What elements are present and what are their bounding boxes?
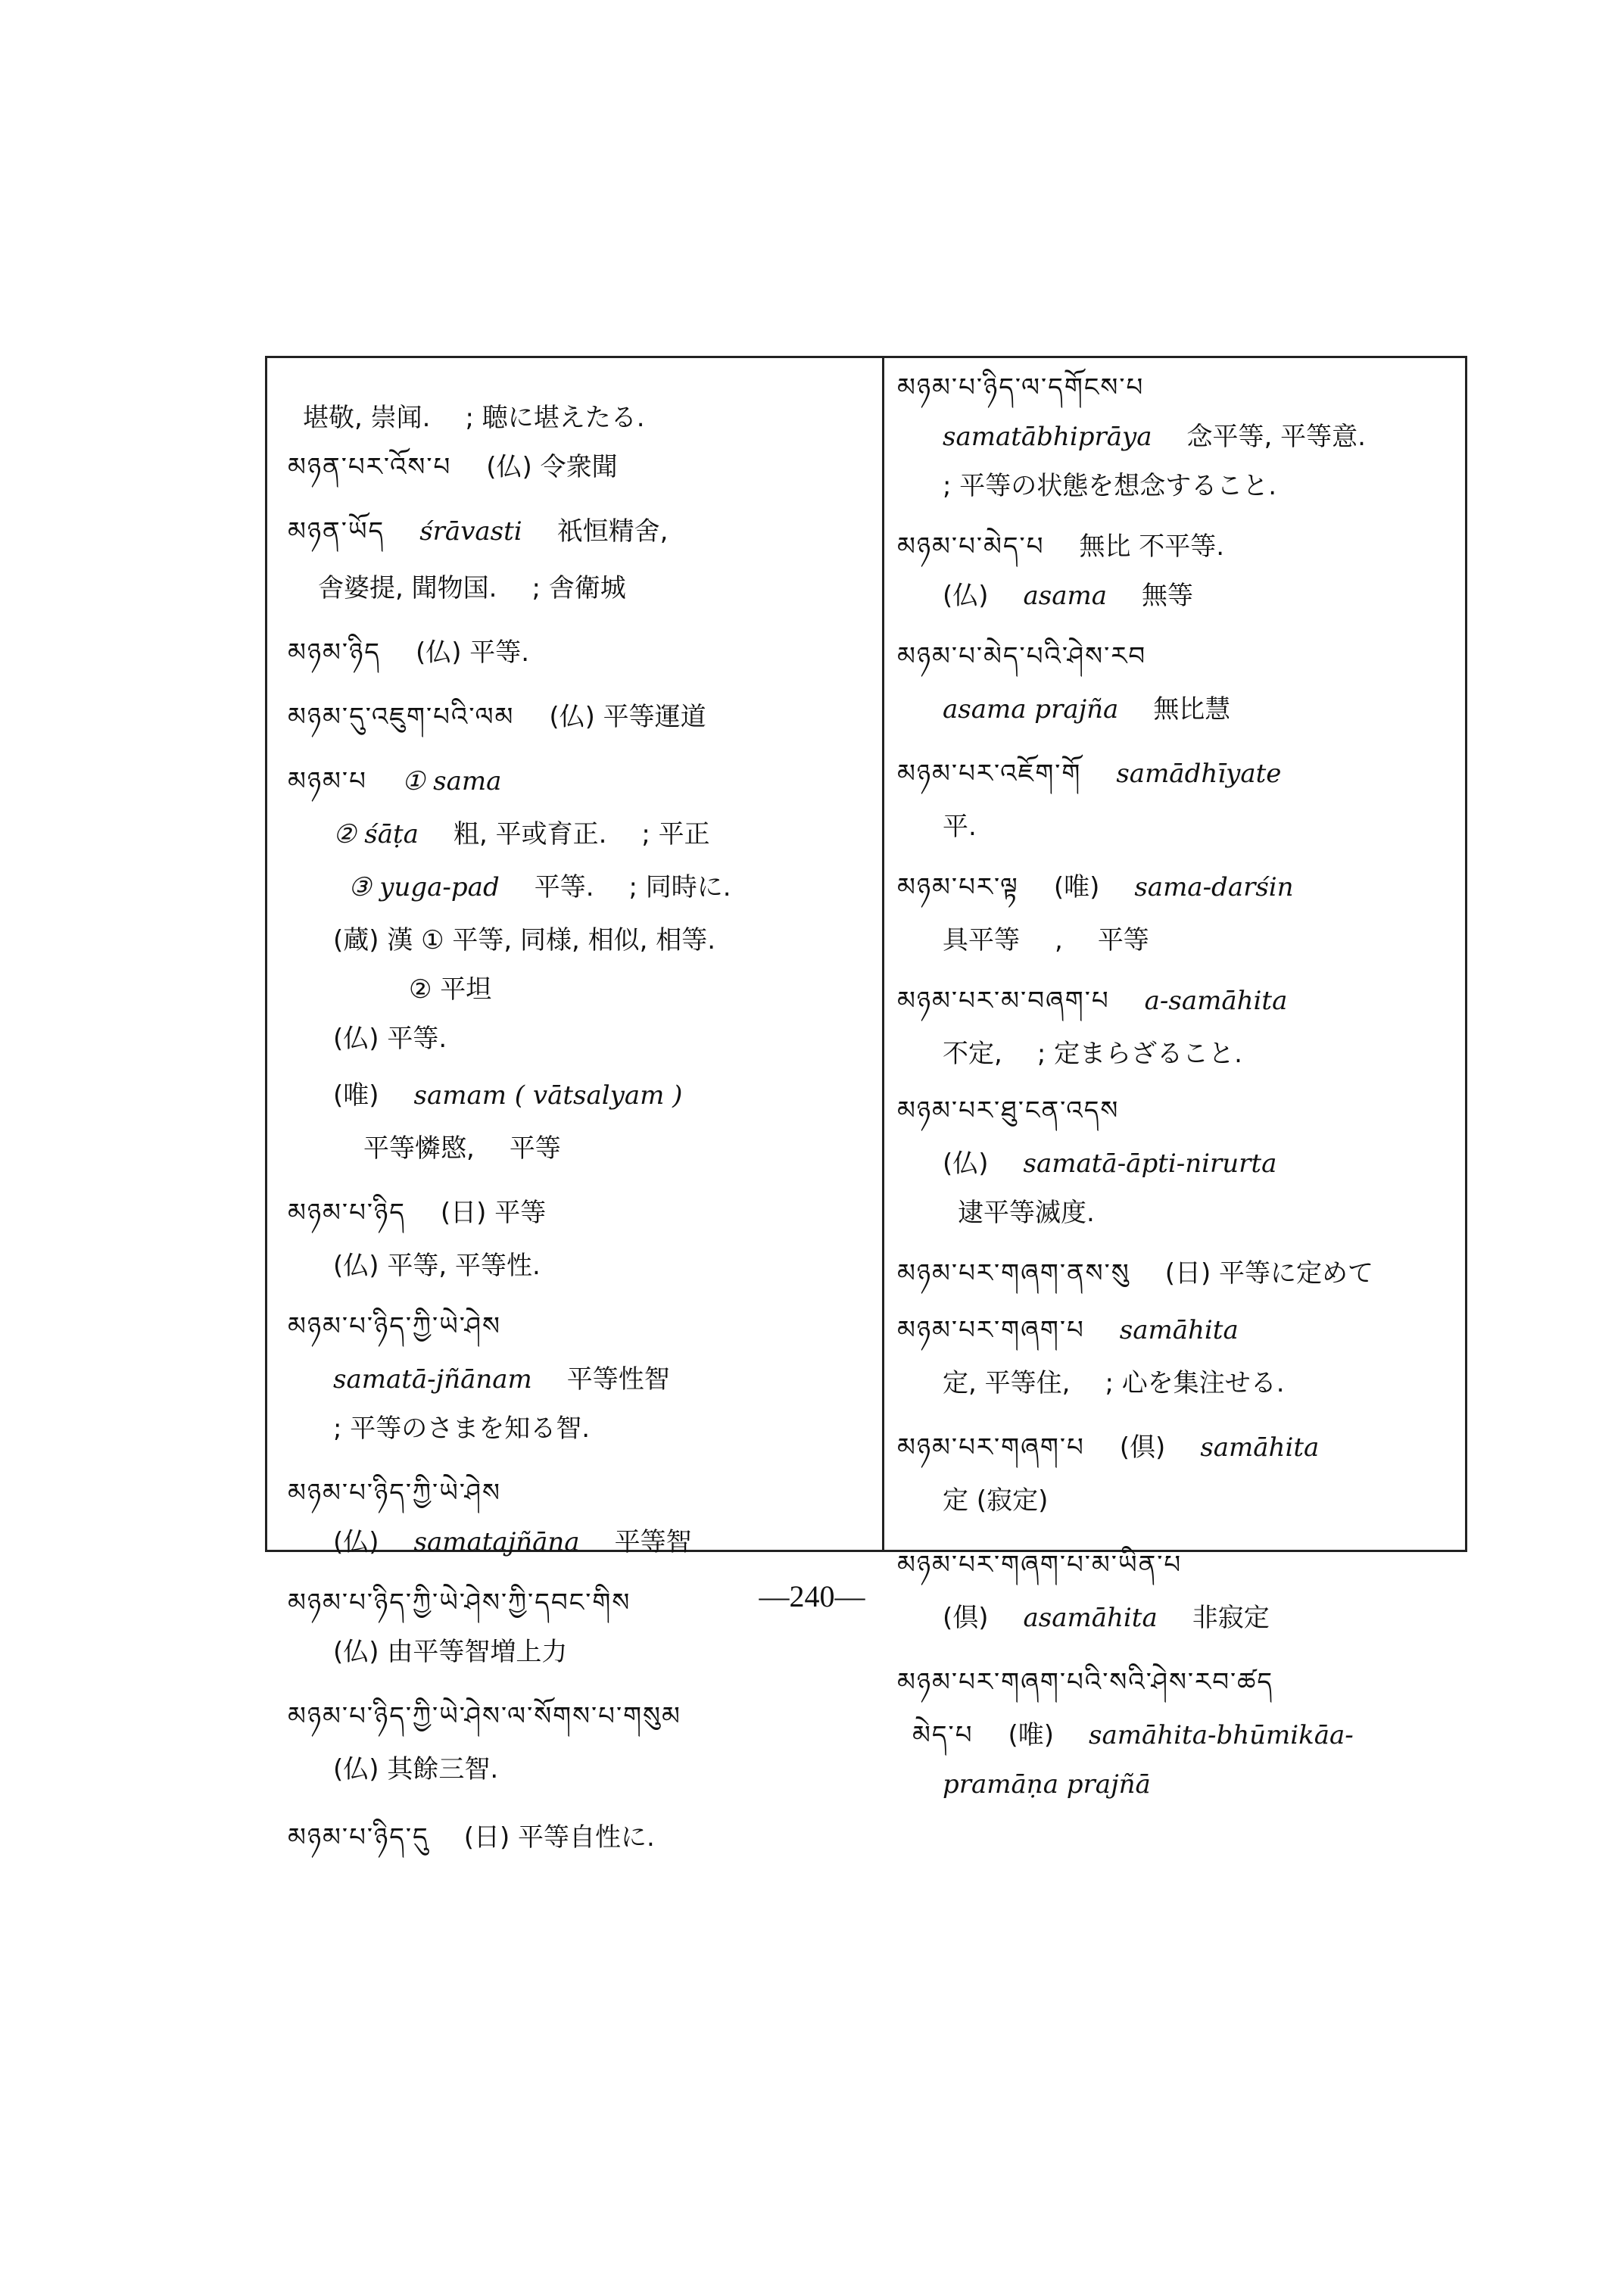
- tibetan-term: མཉམ་པ་ཉིད་ཀྱི་ཡེ་ཤེས་ལ་སོགས་པ་གསུམ: [288, 1701, 681, 1731]
- japanese-gloss: ; 聴に堪えたる.: [465, 403, 645, 433]
- tibetan-term: མཉམ་པར་ལྟ: [897, 872, 1019, 902]
- sanskrit-term: asamāhita: [1023, 1603, 1158, 1633]
- tibetan-term: མཉམ་པ་མེད་པ: [897, 531, 1045, 562]
- tibetan-term: མཉམ་པ: [288, 766, 367, 796]
- dictionary-line: [897, 640, 1146, 673]
- japanese-gloss: 逮平等滅度.: [958, 1198, 1095, 1228]
- sanskrit-term: samatā-jñānam: [333, 1364, 532, 1395]
- japanese-gloss: (仏) 平等.: [333, 1024, 447, 1054]
- sanskrit-term: ② śāṭa: [333, 819, 419, 849]
- japanese-gloss: 定, 平等住,: [943, 1368, 1071, 1398]
- dictionary-line: [288, 700, 706, 734]
- dictionary-line: [897, 1548, 1182, 1582]
- dictionary-line: [348, 871, 731, 904]
- japanese-gloss: 平等憐愍,: [363, 1133, 475, 1164]
- dictionary-line: [897, 530, 1224, 563]
- tibetan-term: མཉམ་པ་ཉིད་ལ་དགོངས་པ: [897, 372, 1145, 403]
- japanese-gloss: (仏): [943, 1149, 989, 1179]
- dictionary-line: [409, 973, 491, 1006]
- japanese-gloss: ,: [1055, 925, 1063, 955]
- tibetan-term: མཉམ་པར་མ་བཞག་པ: [897, 986, 1110, 1016]
- sanskrit-term: samāhita-bhūmikāa-: [1089, 1720, 1354, 1750]
- dictionary-line: [943, 1037, 1242, 1071]
- tibetan-term: མཉམ་པ་ཉིད་ཀྱི་ཡེ་ཤེས: [288, 1478, 501, 1508]
- japanese-gloss: 平等: [1097, 925, 1149, 955]
- dictionary-line: [363, 1132, 561, 1165]
- japanese-gloss: (日) 平等自性に.: [463, 1822, 655, 1853]
- japanese-gloss: ; 平正: [641, 819, 710, 849]
- japanese-gloss: ; 定まらざること.: [1036, 1039, 1242, 1069]
- dictionary-line: [943, 1367, 1285, 1400]
- dictionary-line: [943, 693, 1230, 726]
- dictionary-line: [303, 401, 645, 435]
- sanskrit-term: śrāvasti: [419, 516, 522, 547]
- dictionary-line: [897, 1666, 1273, 1699]
- dictionary-line: [897, 984, 1287, 1018]
- sanskrit-term: sama-darśin: [1134, 872, 1294, 902]
- dictionary-line: [288, 1476, 501, 1510]
- dictionary-line: [943, 1484, 1048, 1517]
- japanese-gloss: (倶): [1119, 1432, 1166, 1463]
- sanskrit-term: asama prajña: [943, 694, 1119, 725]
- tibetan-term: མཉན་ཡོད: [288, 516, 385, 547]
- sanskrit-term: asama: [1023, 581, 1108, 611]
- japanese-gloss: 念平等, 平等意.: [1186, 422, 1366, 452]
- dictionary-line: [943, 469, 1276, 503]
- japanese-gloss: 無比慧: [1153, 694, 1231, 725]
- japanese-gloss: (日) 平等に定めて: [1164, 1258, 1374, 1289]
- japanese-gloss: 非寂定: [1192, 1603, 1270, 1633]
- dictionary-line: [288, 1821, 655, 1854]
- japanese-gloss: 無比 不平等.: [1079, 531, 1225, 562]
- dictionary-line: [943, 1147, 1276, 1180]
- japanese-gloss: (仏) 平等, 平等性.: [333, 1251, 541, 1281]
- sanskrit-term: ③ yuga-pad: [348, 872, 500, 902]
- dictionary-line: [288, 1700, 681, 1733]
- japanese-gloss: 無等: [1142, 581, 1194, 611]
- dictionary-line: [943, 579, 1193, 612]
- japanese-gloss: (仏) 由平等智増上力: [333, 1637, 568, 1667]
- dictionary-line: [897, 371, 1144, 404]
- dictionary-line: [897, 757, 1281, 790]
- dictionary-line: [912, 1719, 1354, 1752]
- sanskrit-term: samatajñāna: [413, 1527, 580, 1557]
- tibetan-term: མཉམ་པར་གཞག་པ: [897, 1432, 1085, 1463]
- japanese-gloss: 粗, 平或育正.: [453, 819, 607, 849]
- sanskrit-term: samatā-āpti-nirurta: [1023, 1149, 1277, 1179]
- dictionary-line: [288, 636, 529, 669]
- tibetan-term: མཉམ་པར་གཞག་ནས་སུ: [897, 1258, 1130, 1289]
- dictionary-line: [897, 1094, 1119, 1127]
- dictionary-line: [333, 1753, 498, 1786]
- dictionary-line: [333, 1526, 692, 1559]
- dictionary-line: [943, 1768, 1151, 1801]
- japanese-gloss: 平等智: [614, 1527, 692, 1557]
- dictionary-line: [333, 1363, 670, 1396]
- dictionary-line: [897, 1257, 1373, 1290]
- japanese-gloss: (唯): [333, 1080, 379, 1111]
- dictionary-line: [288, 1196, 546, 1230]
- tibetan-term: མཉམ་ཉིད: [288, 637, 381, 668]
- sanskrit-term: samādhīyate: [1116, 759, 1282, 789]
- japanese-gloss: ; 平等の状態を想念すること.: [943, 471, 1277, 501]
- dictionary-line: [333, 818, 710, 851]
- japanese-gloss: 不定,: [943, 1039, 1002, 1069]
- japanese-gloss: (日) 平等: [440, 1198, 547, 1228]
- japanese-gloss: (倶): [943, 1603, 989, 1633]
- japanese-gloss: 平.: [943, 812, 977, 842]
- japanese-gloss: (蔵) 漢 ① 平等, 同様, 相似, 相等.: [333, 925, 716, 955]
- dictionary-line: [333, 924, 715, 957]
- japanese-gloss: 具平等: [943, 925, 1020, 955]
- japanese-gloss: 祇恒精舍,: [556, 516, 669, 547]
- dictionary-line: [958, 1196, 1095, 1230]
- tibetan-term: མཉམ་པ་ཉིད: [288, 1198, 406, 1228]
- japanese-gloss: (仏) 平等.: [415, 637, 530, 668]
- japanese-gloss: (仏) 令衆聞: [486, 452, 618, 482]
- dictionary-line: [943, 810, 977, 843]
- japanese-gloss: 平等性智: [566, 1364, 670, 1395]
- dictionary-line: [943, 924, 1149, 957]
- sanskrit-term: samam ( vātsalyam ): [413, 1080, 683, 1111]
- sanskrit-term: ① sama: [401, 766, 502, 796]
- tibetan-term: མཉམ་པར་གཞག་པ་མ་ཡིན་པ: [897, 1550, 1183, 1580]
- sanskrit-term: samatābhiprāya: [943, 422, 1152, 452]
- dictionary-line: [318, 572, 626, 605]
- japanese-gloss: ; 心を集注せる.: [1105, 1368, 1285, 1398]
- japanese-gloss: (唯): [1008, 1720, 1055, 1750]
- dictionary-line: [333, 1412, 590, 1445]
- tibetan-term: མཉམ་དུ་འཇུག་པའི་ལམ: [288, 702, 515, 732]
- dictionary-line: [333, 1249, 541, 1283]
- page-number: —240—: [759, 1579, 865, 1613]
- dictionary-line: [288, 515, 668, 548]
- tibetan-term: མཉམ་པར་འཇོག་གོ: [897, 759, 1082, 789]
- japanese-gloss: 平等.: [534, 872, 594, 902]
- tibetan-term: མཉམ་པར་གཞག་པའི་སའི་ཤེས་རབ་ཚད: [897, 1667, 1274, 1697]
- sanskrit-term: a-samāhita: [1144, 986, 1288, 1016]
- dictionary-line: [897, 1431, 1319, 1464]
- japanese-gloss: 堪敬, 崇闻.: [303, 403, 431, 433]
- japanese-gloss: 舎婆提, 聞物国.: [318, 573, 497, 603]
- japanese-gloss: (仏) 平等運道: [549, 702, 706, 732]
- japanese-gloss: (唯): [1053, 872, 1100, 902]
- dictionary-line: [333, 1635, 567, 1669]
- dictionary-line: [288, 765, 501, 798]
- japanese-gloss: (仏) 其餘三智.: [333, 1754, 499, 1784]
- dictionary-line: [897, 1314, 1239, 1347]
- dictionary-line: [333, 1022, 447, 1055]
- japanese-gloss: (仏): [333, 1527, 379, 1557]
- tibetan-term: མཉན་པར་འོས་པ: [288, 452, 452, 482]
- japanese-gloss: 平等: [509, 1133, 561, 1164]
- tibetan-term: མཉམ་པར་ཐུ་ངན་འདས: [897, 1096, 1120, 1126]
- tibetan-term: མཉམ་པ་ཉིད་ཀྱི་ཡེ་ཤེས: [288, 1311, 501, 1342]
- japanese-gloss: ; 平等のさまを知る智.: [333, 1413, 591, 1444]
- tibetan-term: མཉམ་པར་གཞག་པ: [897, 1315, 1085, 1345]
- dictionary-line: [897, 871, 1294, 904]
- sanskrit-term: samāhita: [1200, 1432, 1320, 1463]
- sanskrit-term: pramāṇa prajñā: [943, 1769, 1151, 1800]
- dictionary-line: [333, 1079, 682, 1112]
- sanskrit-term: samāhita: [1119, 1315, 1239, 1345]
- japanese-gloss: ② 平坦: [409, 974, 492, 1005]
- japanese-gloss: ; 舎衛城: [531, 573, 626, 603]
- tibetan-term: མཉམ་པ་མེད་པའི་ཤེས་རབ: [897, 641, 1147, 672]
- tibetan-term: མེད་པ: [912, 1720, 974, 1750]
- japanese-gloss: 定 (寂定): [943, 1485, 1049, 1516]
- tibetan-term: མཉམ་པ་ཉིད་དུ: [288, 1822, 429, 1853]
- dictionary-line: [288, 1310, 501, 1343]
- dictionary-line: [943, 420, 1366, 454]
- dictionary-line: [288, 450, 618, 484]
- tibetan-term: མཉམ་པ་ཉིད་ཀྱི་ཡེ་ཤེས་ཀྱི་དབང་གིས: [288, 1588, 631, 1618]
- japanese-gloss: ; 同時に.: [628, 872, 731, 902]
- column-divider: [882, 356, 884, 1552]
- japanese-gloss: (仏): [943, 581, 989, 611]
